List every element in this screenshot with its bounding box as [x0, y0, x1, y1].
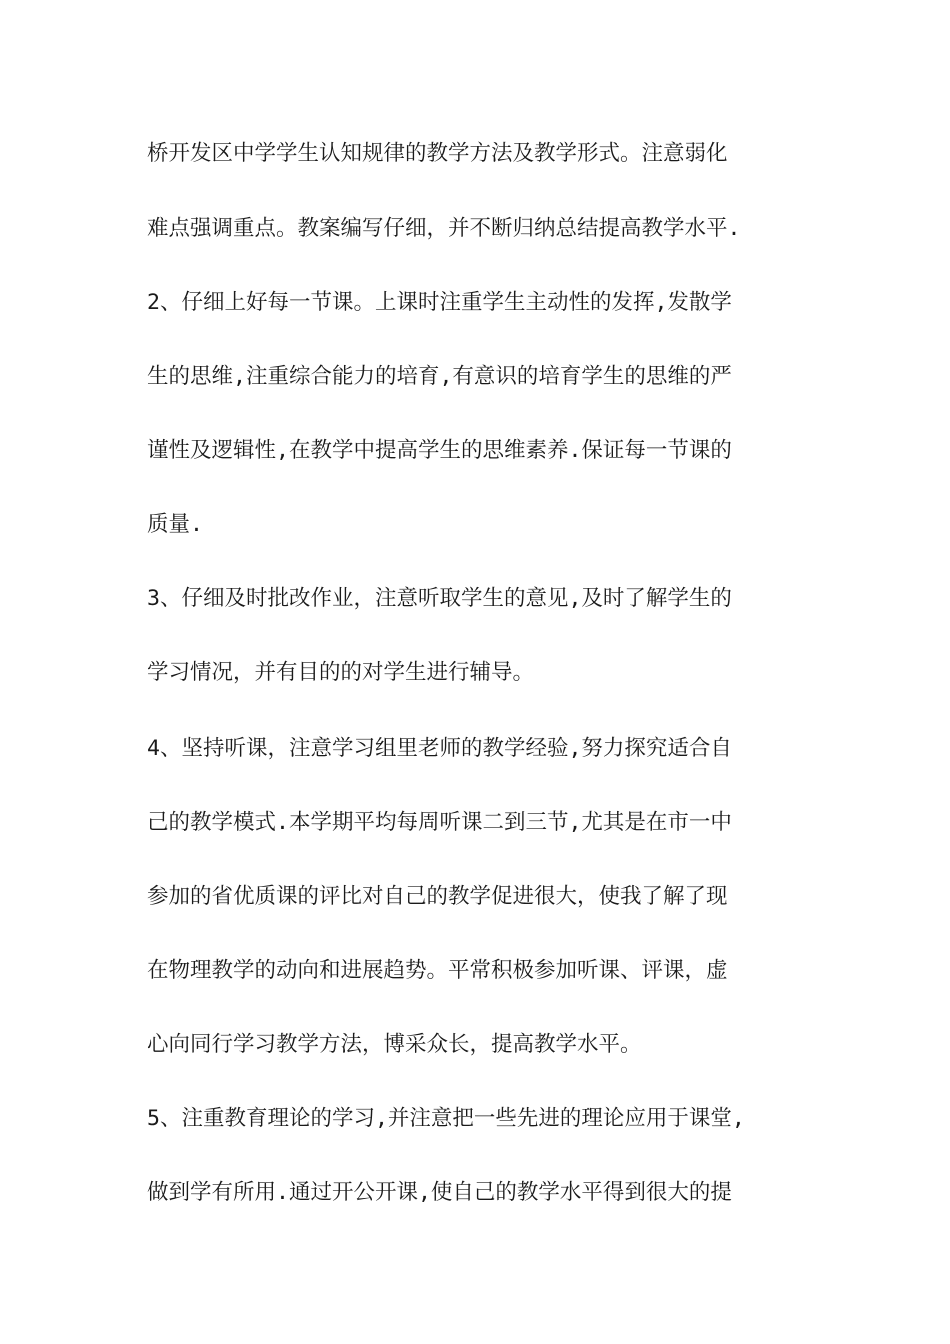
text-line: 质量. — [147, 512, 203, 537]
text-line: 参加的省优质课的评比对自己的教学促进很大，使我了解了现 — [147, 884, 728, 909]
text-line: 心向同行学习教学方法，博采众长，提高教学水平。 — [147, 1032, 642, 1057]
text-line: 桥开发区中学学生认知规律的教学方法及教学形式。注意弱化 — [147, 141, 728, 166]
text-line: 4、坚持听课，注意学习组里老师的教学经验,努力探究适合自 — [147, 736, 732, 761]
text-line: 生的思维,注重综合能力的培育,有意识的培育学生的思维的严 — [147, 364, 732, 389]
text-line: 做到学有所用.通过开公开课,使自己的教学水平得到很大的提 — [147, 1180, 732, 1205]
text-line: 在物理教学的动向和进展趋势。平常积极参加听课、评课，虚 — [147, 958, 728, 983]
text-line: 难点强调重点。教案编写仔细，并不断归纳总结提高教学水平. — [147, 216, 741, 241]
text-line: 己的教学模式.本学期平均每周听课二到三节,尤其是在市一中 — [147, 810, 732, 835]
text-line: 5、注重教育理论的学习,并注意把一些先进的理论应用于课堂, — [147, 1106, 745, 1131]
text-line: 谨性及逻辑性,在教学中提高学生的思维素养.保证每一节课的 — [147, 438, 732, 463]
text-line: 2、仔细上好每一节课。上课时注重学生主动性的发挥,发散学 — [147, 290, 732, 315]
text-line: 3、仔细及时批改作业，注意听取学生的意见,及时了解学生的 — [147, 586, 732, 611]
text-line: 学习情况，并有目的的对学生进行辅导。 — [147, 660, 535, 685]
